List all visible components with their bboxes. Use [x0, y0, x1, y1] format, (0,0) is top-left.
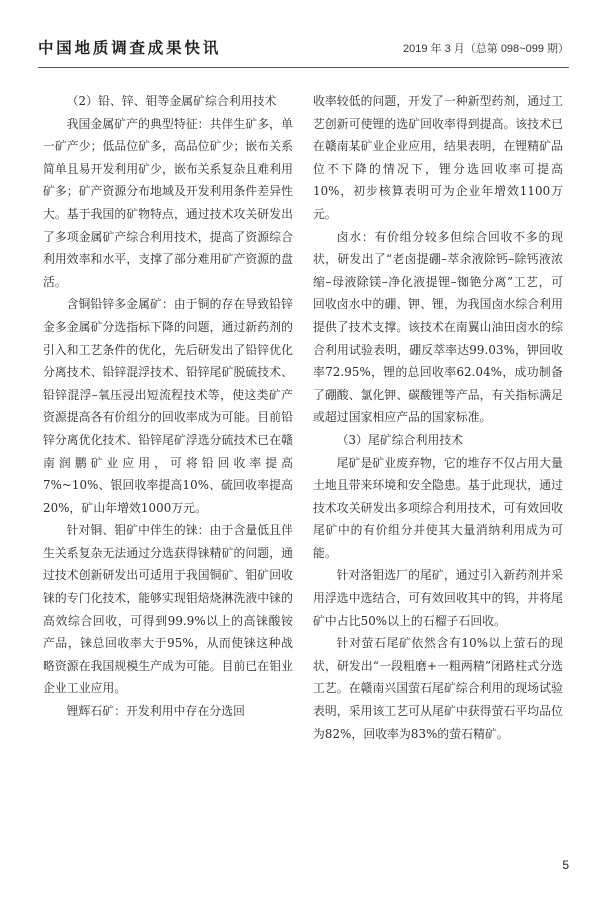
- issue-info: 2019 年 3 月（总第 098~099 期）: [403, 43, 569, 55]
- paragraph: 针对萤石尾矿依然含有10%以上萤石的现状，研发出“一段粗磨+一粗两精”闭路柱式分选工艺。在赣南兴国萤石尾矿综合利用的现场试验表明，采用该工艺可从尾矿中获得萤石平均品位为82%，回收率为83%的萤石精矿。: [313, 636, 563, 741]
- paragraph: 我国金属矿产的典型特征：共伴生矿多，单一矿产少；低品位矿多，高品位矿少；嵌布关系简单且易开发利用矿少，嵌布关系复杂且难利用矿多；矿产资源分布地域及开发利用条件差异性大。基于我国的矿物特点，通过技术攻关研发出了多项金属矿产综合利用技术，提高了资源综合利用效率和水平，支撑了部分难用矿产资源的盘活。: [43, 116, 293, 289]
- header-divider: [38, 67, 569, 68]
- paragraph-continued: 收率较低的问题，开发了一种新型药剂，通过工艺创新可使锂的选矿回收率得到提高。该技术已在赣南某矿业企业应用，结果表明，在锂精矿品位不下降的情况下，锂分选回收率可提高10%，初步核算表明可为企业年增效1100万元。: [313, 94, 563, 221]
- paragraph: 卤水：有价组分较多但综合回收不多的现状，研发出了“老卤提硼–萃余液除钙–除钙液浓缩–母液除镁–净化液提锂–铷铯分离”工艺，可回收卤水中的硼、钾、锂，为我国卤水综合利用提供了技术支撑。该技术在南翼山油田卤水的综合利用试验表明，硼反萃率达99.03%，钾回收率72.95%，锂的总回收率62.04%，成功制备了硼酸、氯化钾、碳酸锂等产品，有关指标满足或超过国家相应产品的国家标准。: [313, 229, 563, 425]
- right-column: [313, 90, 563, 745]
- page-number: 5: [562, 858, 569, 872]
- paragraph: 锂辉石矿：开发利用中存在分选回: [66, 704, 246, 719]
- paragraph: 尾矿是矿业废弃物，它的堆存不仅占用大量土地且带来环境和安全隐患。基于此现状，通过技术攻关研发出多项综合利用技术，可有效回收尾矿中的有价组分并使其大量消纳利用成为可能。: [313, 455, 563, 560]
- page-header: [38, 30, 569, 60]
- left-column: [43, 90, 293, 723]
- paragraph: 针对洛钼选厂的尾矿，通过引入新药剂并采用浮选中选结合，可有效回收其中的钨，并将尾矿中占比50%以上的石榴子石回收。: [313, 568, 563, 628]
- section-heading-metal-ore: （2）铅、锌、钼等金属矿综合利用技术: [66, 94, 277, 108]
- section-heading-tailings: （3）尾矿综合利用技术: [336, 432, 464, 447]
- paragraph: 针对铜、钼矿中伴生的铼：由于含量低且伴生关系复杂无法通过分选获得铼精矿的问题，通过技术创新研发出可适用于我国铜矿、钼矿回收铼的专门化技术，能够实现钼焙烧淋洗液中铼的高效综合回收，可得到99.9%以上的高铼酸铵产品，铼总回收率大于95%，从而使铼这种战略资源在我国规模生产成为可能。目前已在钼业企业工业应用。: [43, 523, 293, 696]
- journal-title: 中国地质调查成果快讯: [38, 39, 222, 57]
- paragraph: 含铜铅锌多金属矿：由于铜的存在导致铅锌金多金属矿分选指标下降的问题，通过新药剂的引入和工艺条件的优化，先后研发出了铅锌优化分离技术、铅锌混浮技术、铅锌尾矿脱硫技术、铅锌混浮–氧压浸出短流程技术等，使这类矿产资源提高各有价组分的回收率成为可能。目前铅锌分离优化技术、铅锌尾矿浮选分硫技术已在赣南润鹏矿业应用，可将铅回收率提高7%~10%、银回收率提高10%、硫回收率提高20%，矿山年增效1000万元。: [43, 297, 293, 515]
